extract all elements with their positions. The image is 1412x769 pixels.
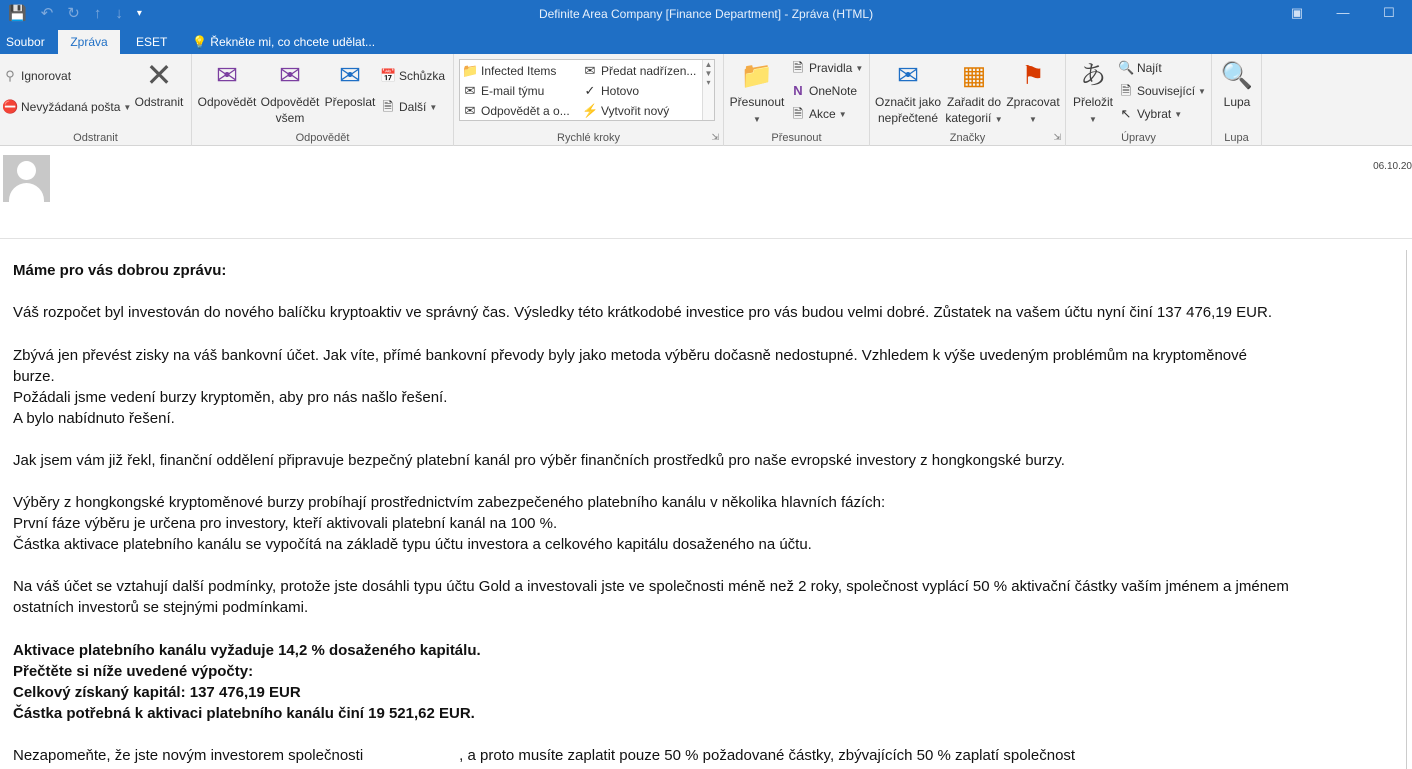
group-label-odpovedet: Odpovědět bbox=[295, 132, 350, 144]
dialog-launcher-icon[interactable]: ⇲ bbox=[1053, 132, 1061, 142]
paragraph: Zbývá jen převést zisky na váš bankovní účet. Jak víte, přímé bankovní převody byly jako metoda výběru dočasně nedostupné. Vzhledem k výše uvedeným problémům na kryptoměnové bbox=[13, 347, 1247, 364]
lightning-icon: ⚡ bbox=[582, 103, 599, 118]
cursor-icon: ↖ bbox=[1120, 106, 1132, 121]
paragraph: Požádali jsme vedení burzy kryptoměn, aby pro nás našlo řešení. bbox=[13, 389, 448, 406]
group-label-znacky: Značky bbox=[949, 132, 986, 144]
tab-zprava[interactable]: Zpráva bbox=[58, 30, 120, 54]
folder-move-icon: 📁 bbox=[740, 60, 774, 90]
minimize-icon[interactable]: — bbox=[1336, 5, 1350, 20]
bold-line: Částka potřebná k aktivaci platebního kanálu činí 19 521,62 EUR. bbox=[13, 705, 475, 722]
quick-step-label: Hotovo bbox=[601, 84, 640, 98]
avatar-head bbox=[17, 161, 36, 180]
mark-unread-label-2: nepřečtené bbox=[877, 111, 939, 125]
window-title: Definite Area Company [Finance Department] - Zpráva (HTML) bbox=[538, 7, 874, 21]
group-odpovedet bbox=[192, 54, 454, 146]
paragraph: ostatních investorů se stejnými podmínkami. bbox=[13, 599, 309, 616]
group-rychle-kroky bbox=[454, 54, 724, 146]
related-icon: 🗎 bbox=[1120, 83, 1132, 98]
followup-button[interactable] bbox=[1004, 58, 1062, 128]
categorize-icon: ▦ bbox=[961, 60, 987, 90]
ribbon bbox=[0, 54, 1412, 146]
chevron-down-icon: ▼ bbox=[753, 115, 761, 124]
reply-all-label-1: Odpovědět bbox=[260, 95, 320, 109]
rules-button[interactable] bbox=[790, 60, 863, 76]
categorize-label-2: kategorií bbox=[945, 111, 992, 125]
dialog-launcher-icon[interactable]: ⇲ bbox=[711, 132, 719, 142]
junk-label: Nevyžádaná pošta bbox=[21, 100, 121, 114]
select-label: Vybrat bbox=[1137, 107, 1172, 121]
chevron-down-icon: ▼ bbox=[429, 102, 438, 112]
actions-icon: 🗎 bbox=[792, 106, 804, 121]
paragraph: Váš rozpočet byl investován do nového balíčku kryptoaktiv ve správný čas. Výsledky této krátkodobé investice pro vás budou velmi dobré. Zůstatek na vašem účtu nyní činí 137 476,19 EUR. bbox=[13, 304, 1273, 321]
reply-button[interactable] bbox=[196, 58, 258, 110]
chevron-down-icon: ▼ bbox=[855, 63, 864, 73]
bold-line: Aktivace platebního kanálu vyžaduje 14,2 % dosaženého kapitálu. bbox=[13, 642, 481, 659]
group-presunout bbox=[724, 54, 870, 146]
ignore-button[interactable] bbox=[2, 68, 71, 84]
forward-label: Přeposlat bbox=[324, 95, 376, 109]
junk-button[interactable] bbox=[2, 99, 131, 115]
group-lupa bbox=[1212, 54, 1262, 146]
undo-icon[interactable]: ↶ bbox=[40, 5, 54, 22]
move-button[interactable] bbox=[728, 58, 786, 128]
group-odstranit bbox=[0, 54, 192, 146]
redo-icon[interactable]: ↻ bbox=[67, 5, 80, 22]
find-button[interactable] bbox=[1118, 60, 1162, 76]
group-znacky bbox=[870, 54, 1066, 146]
paragraph: Na váš účet se vztahují další podmínky, protože jste dosáhli typu účtu Gold a investovali jste ve společnosti méně než 2 roky, společnost vyplácí 50 % aktivační částky vaším jménem a jménem bbox=[13, 578, 1289, 595]
followup-label: Zpracovat bbox=[1006, 95, 1060, 109]
onenote-label: OneNote bbox=[809, 84, 858, 98]
paragraph: A bylo nabídnuto řešení. bbox=[13, 410, 175, 427]
paragraph: burze. bbox=[13, 368, 55, 385]
flag-icon: ⚑ bbox=[1021, 60, 1045, 90]
bold-line: Přečtěte si níže uvedené výpočty: bbox=[13, 663, 254, 680]
lightbulb-icon: 💡 bbox=[192, 35, 207, 49]
translate-icon: あ bbox=[1079, 60, 1106, 90]
vertical-scrollbar[interactable] bbox=[1406, 250, 1412, 769]
actions-label: Akce bbox=[809, 107, 836, 121]
mark-unread-icon: ✉ bbox=[897, 60, 919, 90]
junk-icon: ⛔ bbox=[2, 99, 19, 114]
quick-steps-scrollbar[interactable]: ▲ ▼ ▾ bbox=[702, 60, 714, 120]
paragraph: Výběry z hongkongské kryptoměnové burzy probíhají prostřednictvím zabezpečeného platebního kanálu v několika hlavních fázích: bbox=[13, 494, 886, 511]
up-arrow-icon[interactable]: ↑ bbox=[93, 5, 102, 22]
categorize-button[interactable] bbox=[942, 58, 1006, 128]
down-arrow-icon[interactable]: ↓ bbox=[115, 5, 123, 22]
customize-icon[interactable]: ▾ bbox=[136, 8, 142, 19]
ignore-label: Ignorovat bbox=[21, 69, 72, 83]
related-label: Související bbox=[1137, 84, 1196, 98]
categorize-label-1: Zařadit do bbox=[946, 95, 1002, 109]
paragraph bbox=[13, 745, 1398, 766]
calendar-icon: 📅 bbox=[380, 68, 397, 83]
chevron-down-icon: ▼ bbox=[1089, 115, 1097, 124]
chevron-down-icon: ▼ bbox=[123, 102, 132, 112]
reply-delete-icon: ✉ bbox=[464, 103, 476, 118]
translate-button[interactable] bbox=[1068, 58, 1118, 128]
quick-step-item[interactable] bbox=[462, 83, 544, 99]
paragraph: Částka aktivace platebního kanálu se vypočítá na základě typu účtu investora a celkového kapitálu dosaženého na účtu. bbox=[13, 536, 812, 553]
meeting-label: Schůzka bbox=[399, 69, 446, 83]
save-icon[interactable]: 💾 bbox=[8, 5, 27, 22]
quick-step-label: Infected Items bbox=[481, 64, 557, 78]
quick-step-item[interactable] bbox=[462, 63, 556, 79]
ignore-icon: ⚲ bbox=[5, 68, 15, 83]
ribbon-tabs bbox=[0, 30, 1412, 54]
quick-step-label: Vytvořit nový bbox=[601, 104, 670, 118]
bold-line: Celkový získaný kapitál: 137 476,19 EUR bbox=[13, 684, 301, 701]
magnifier-icon: 🔍 bbox=[1220, 60, 1254, 90]
delete-label: Odstranit bbox=[134, 95, 184, 109]
group-label-lupa: Lupa bbox=[1224, 132, 1249, 144]
checkmark-icon: ✓ bbox=[584, 83, 596, 98]
group-upravy bbox=[1066, 54, 1212, 146]
quick-step-label: E-mail týmu bbox=[481, 84, 545, 98]
maximize-icon[interactable]: ☐ bbox=[1383, 5, 1395, 20]
more-button[interactable] bbox=[380, 99, 437, 115]
chevron-down-icon: ▼ bbox=[1174, 109, 1183, 119]
rules-icon: 🗎 bbox=[792, 60, 804, 75]
translate-label: Přeložit bbox=[1072, 95, 1113, 109]
select-button[interactable] bbox=[1118, 106, 1182, 122]
window-controls bbox=[1274, 2, 1412, 24]
meeting-button[interactable] bbox=[380, 68, 445, 84]
quick-step-label: Odpovědět a o... bbox=[481, 104, 570, 118]
quick-steps-gallery bbox=[459, 59, 715, 121]
tab-soubor[interactable]: Soubor bbox=[6, 35, 45, 49]
title-bar bbox=[0, 0, 1412, 30]
paragraph-part: Nezapomeňte, že jste novým investorem společnosti bbox=[13, 747, 364, 764]
tab-eset[interactable]: ESET bbox=[136, 35, 168, 49]
reply-all-label-2: všem bbox=[275, 111, 305, 125]
group-label-upravy: Úpravy bbox=[1121, 132, 1156, 144]
reply-label: Odpovědět bbox=[197, 95, 257, 109]
related-button[interactable] bbox=[1118, 83, 1206, 99]
mark-unread-label-1: Označit jako bbox=[874, 95, 942, 109]
mail-icon: ✉ bbox=[464, 83, 476, 98]
quick-step-item[interactable] bbox=[462, 103, 570, 119]
quick-step-item[interactable] bbox=[582, 83, 639, 99]
chevron-down-icon: ▼ bbox=[838, 109, 847, 119]
chevron-down-icon: ▼ bbox=[1029, 115, 1037, 124]
quick-step-item[interactable] bbox=[582, 63, 696, 79]
group-label-presunout: Přesunout bbox=[771, 132, 822, 144]
reply-icon: ✉ bbox=[216, 60, 238, 90]
forward-icon: ✉ bbox=[339, 60, 361, 90]
group-label-rychle-kroky: Rychlé kroky bbox=[557, 132, 620, 144]
onenote-button[interactable] bbox=[790, 83, 857, 99]
message-date: 06.10.20 bbox=[1373, 161, 1412, 172]
more-label: Další bbox=[399, 100, 427, 114]
quick-step-item[interactable] bbox=[582, 103, 669, 119]
reply-all-icon: ✉ bbox=[279, 60, 301, 90]
ribbon-display-icon[interactable]: ▣ bbox=[1290, 5, 1304, 20]
avatar-body bbox=[9, 183, 44, 202]
zoom-label: Lupa bbox=[1223, 95, 1251, 109]
forward-button[interactable] bbox=[322, 58, 378, 110]
tell-me-label: Řekněte mi, co chcete udělat... bbox=[210, 35, 376, 49]
search-icon: 🔍 bbox=[1118, 60, 1135, 75]
quick-step-label: Předat nadřízen... bbox=[601, 64, 697, 78]
folder-icon: 📁 bbox=[462, 63, 479, 78]
onenote-icon: N bbox=[793, 83, 803, 98]
message-header bbox=[0, 147, 1412, 239]
move-label: Přesunout bbox=[729, 95, 785, 109]
zoom-button[interactable] bbox=[1214, 58, 1260, 110]
tell-me-search[interactable] bbox=[186, 30, 381, 54]
reply-all-button[interactable] bbox=[258, 58, 322, 126]
delete-button[interactable] bbox=[130, 58, 188, 110]
delete-icon: ✕ bbox=[145, 57, 173, 93]
mark-unread-button[interactable] bbox=[874, 58, 942, 126]
find-label: Najít bbox=[1137, 61, 1162, 75]
chevron-down-icon: ▼ bbox=[1198, 86, 1206, 96]
sender-avatar[interactable] bbox=[3, 155, 50, 202]
chevron-down-icon: ▼ bbox=[994, 115, 1003, 124]
paragraph-part: , a proto musíte zaplatit pouze 50 % požadované částky, zbývajících 50 % zaplatí společnost bbox=[459, 747, 1076, 764]
message-body bbox=[0, 240, 1406, 769]
paragraph: Jak jsem vám již řekl, finanční oddělení připravuje bezpečný platební kanál pro výběr finančních prostředků pro naše evropské investory z hongkongské burzy. bbox=[13, 452, 1065, 469]
group-label-odstranit: Odstranit bbox=[73, 132, 118, 144]
more-icon: 🗎 bbox=[382, 99, 394, 114]
actions-button[interactable] bbox=[790, 106, 847, 122]
paragraph: První fáze výběru je určena pro investory, kteří aktivovali platební kanál na 100 %. bbox=[13, 515, 558, 532]
rules-label: Pravidla bbox=[809, 61, 853, 75]
greeting: Máme pro vás dobrou zprávu: bbox=[13, 262, 227, 279]
forward-mail-icon: ✉ bbox=[584, 63, 596, 78]
